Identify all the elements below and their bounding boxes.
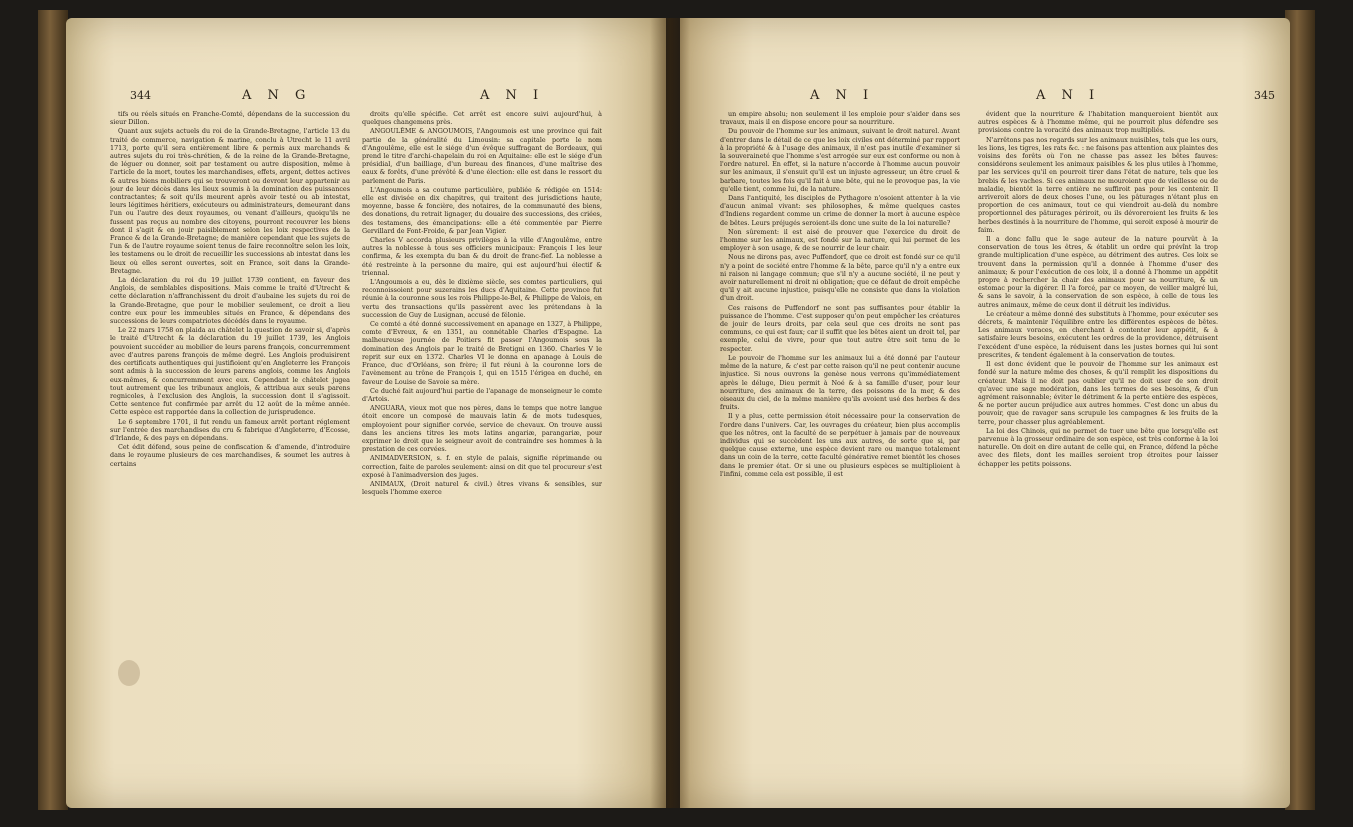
paragraph: ANGUARA, vieux mot que nos pères, dans le temps que notre langue étoit encore un composé de mauvais latin & de mots tudesques, employoient pour signifier corvée, service de chevaux. On trouve aussi dans les anciens titres les mots latins angariæ, parangariæ, pour exprimer le droit que le seigneur avoit de contraindre ses hommes à la prestation de ces corvées.: [362, 404, 602, 454]
book-edge-left: [38, 10, 68, 810]
paragraph: un empire absolu; non seulement il les emploie pour s'aider dans ses travaux, mais il en dispose encore pour sa nourriture.: [720, 110, 960, 127]
paragraph: Le pouvoir de l'homme sur les animaux lui a été donné par l'auteur même de la nature, & c'est par cette raison qu'il ne peut contenir aucune injustice. Si nous ouvrons la genèse nous verrons qu'immédiatement après le déluge, Dieu permit à Noé & à sa famille d'user, pour leur nourriture, des animaux de la terre, des poissons de la mer, & des oiseaux du ciel, de la même manière qu'ils avoient usé des herbes & des fruits.: [720, 353, 960, 412]
paragraph: L'Angoumois a eu, dès le dixième siècle, ses comtes particuliers, qui reconnoissoient pour suzerains les ducs d'Aquitaine. Cette province fut réunie à la couronne sous les rois Philippe-le-Bel, & Philippe de Valois, en vertu des transactions qu'ils passèrent avec les prétendans à la succession de Guy de Lusignan, accusé de félonie.: [362, 278, 602, 319]
left-page: [66, 18, 666, 808]
right-page: [680, 18, 1290, 808]
paragraph: ANIMAUX, (Droit naturel & civil.) êtres vivans & sensibles, sur lesquels l'homme exerce: [362, 479, 602, 497]
paragraph: Ce comté a été donné successivement en apanage en 1327, à Philippe, comte d'Evreux, & en 1351, au connétable Charles d'Espagne. La malheureuse journée de Poitiers fit passer l'Angoumois sous la domination des Anglois par le traité de Bretigni en 1360. Charles V le reprit sur eux en 1372. Charles VI le donna en apanage à Louis de France, duc d'Orléans, son frère; il fut réuni à la couronne lors de l'avènement au trône de François I, qui en 1515 l'érigea en duché, en faveur de Louise de Savoie sa mère.: [362, 320, 602, 386]
paper-stain: [118, 660, 140, 686]
paragraph: Ces raisons de Puffendorf ne sont pas suffisantes pour établir la puissance de l'homme. C'est supposer qu'on peut empêcher les créatures de jouir de leurs droits, par cela seul que ces droits ne sont pas communs, ce qui est faux; car il suffit que les bêtes aient un droit tel, par exemple, celui de vivre, pour que tout autre être soit tenu de le respecter.: [720, 303, 960, 353]
right-page-column-2: [978, 110, 1218, 469]
running-head-right-1: A N I: [810, 88, 875, 103]
paragraph: Cet édit défend, sous peine de confiscation & d'amende, d'introduire dans le royaume plusieurs de ces marchandises, & soumet les autres à certains: [110, 443, 350, 468]
paragraph: Il est donc évident que le pouvoir de l'homme sur les animaux est fondé sur la nature même des choses, & qu'il remplit les dispositions du créateur. Mais il ne doit pas oublier qu'il ne doit user de son droit qu'avec une sage modération, dans les termes de ses besoins, & d'un agrément raisonnable; éviter le détriment & la perte entière des espèces, & ne porter aucun préjudice aux autres hommes. C'est donc un abus du pouvoir, que de ravager sans scrupule les campagnes & les fruits de la terre, pour chasser plus agréablement.: [978, 360, 1218, 426]
paragraph: Le 22 mars 1758 on plaida au châtelet la question de savoir si, d'après le traité d'Utrecht & la déclaration du 19 juillet 1739, les Anglois pouvoient succéder au mobilier de leurs parens françois, concurremment avec d'autres parens françois de même degré. Les Anglois produisirent des certificats authentiques qui justifioient qu'en Angleterre les François sont admis à la succession de leurs parens anglois, comme les Anglois eux-mêmes, & concurremment avec eux. Cependant le châtelet jugea tout autrement que les tribunaux anglois, & attribua aux seuls parens regnicoles, à l'exclusion des Anglois, la succession dont il s'agissoit. Cette sentence fut confirmée par arrêt du 12 août de la même année. Cette espèce est rapportée dans la collection de jurisprudence.: [110, 326, 350, 417]
page-number-left: 344: [130, 89, 151, 102]
paragraph: Il a donc fallu que le sage auteur de la nature pourvût à la conservation de tous les êtres, & établit un ordre qui prévînt la trop grande multiplication d'une espèce, au détriment des autres. Ces loix se trouvent dans la permission qu'il a donnée à l'homme d'user des animaux; & pour l'exécution de ces loix, il a donné à l'homme un appétit propre à rechercher la chair des animaux pour sa nourriture, & un estomac pour la digérer. Il l'a forcé, par ce moyen, de veiller malgré lui, & sans le savoir, à la conservation de son espèce, à celle de tous les autres animaux, même de ceux dont il détruit les individus.: [978, 235, 1218, 309]
running-head-left-1: A N G: [242, 88, 312, 103]
right-page-column-1: [720, 110, 960, 479]
paragraph: La loi des Chinois, qui ne permet de tuer une bête que lorsqu'elle est parvenue à la grosseur ordinaire de son espèce, est très conforme à la loi naturelle. On doit en dire autant de celle qui, en France, défend la pêche avec des filets, dont les mailles seroient trop étroites pour laisser échapper les petits poissons.: [978, 426, 1218, 468]
paragraph: Ce duché fait aujourd'hui partie de l'apanage de monseigneur le comte d'Artois.: [362, 386, 602, 403]
paragraph: ANIMADVERSION, s. f. en style de palais, signifie réprimande ou correction, faite de paroles seulement: ainsi on dit que tel procureur s'est exposé à l'animadversion des juges.: [362, 454, 602, 479]
paragraph: L'Angoumois a sa coutume particulière, publiée & rédigée en 1514: elle est divisée en dix chapitres, qui traitent des jurisdictions haute, moyenne, basse & foncière, des notaires, de la communauté des biens, des donations, du retrait lignager, du douaire des successions, des criées, des testamens, des émancipations: elle a été commentée par Pierre Gervillard de Font-Froide, & par Jean Vigier.: [362, 185, 602, 235]
paragraph: Dans l'antiquité, les disciples de Pythagore n'osoient attenter à la vie d'aucun animal vivant: ses philosophes, & même quelques castes d'Indiens regardent comme un crime de donner la mort à aucune espèce de bêtes. Leurs préjugés seroient-ils donc une suite de la loi naturelle?: [720, 194, 960, 227]
paragraph: ANGOULÊME & ANGOUMOIS, l'Angoumois est une province qui fait partie de la généralité du Limousin: sa capitale porte le nom d'Angoulême, elle est le siége d'un évêque suffragant de Bordeaux, qui prend le titre d'archi-chapelain du roi en Aquitaine: elle est le siége d'un présidial, d'un bailliage, d'un bureau des finances, d'une maîtrise des eaux & forêts, d'une prévôté & d'une élection: elle est dans le ressort du parlement de Paris.: [362, 127, 602, 185]
running-head-left-2: A N I: [480, 88, 545, 103]
paragraph: évident que la nourriture & l'habitation manqueroient bientôt aux autres espèces & à l'homme même, qui ne pourroit plus défendre ses provisions contre la voracité des animaux trop multipliés.: [978, 110, 1218, 135]
paragraph: La déclaration du roi du 19 juillet 1739 contient, en faveur des Anglois, de semblables dispositions. Mais comme le traité d'Utrecht & cette déclaration n'affranchissent du droit d'aubaine les sujets du roi de la Grande-Bretagne, que pour le mobilier seulement, ce droit a lieu contre eux pour les immeubles situés en France, & dépendans des successions de leurs compatriotes décédés dans le royaume.: [110, 276, 350, 326]
paragraph: N'arrêtons pas nos regards sur les animaux nuisibles, tels que les ours, les lions, les tigres, les rats &c. : ne faisons pas attention aux plaintes des voisins des forêts où l'on ne chasse pas assez les bêtes fauves: considérons seulement les animaux paisibles & les plus utiles à l'homme, par les services qu'il en pourroit tirer dans l'état de nature, tels que les brebis & les vaches. Si ces animaux ne mouroient que de vieillesse ou de maladie, bientôt la terre entière ne suffiroit pas pour les contenir. Il arriveroit alors de deux choses l'une, ou les pâturages n'étant plus en proportion de ces animaux, tout ce qui viendroit au-delà du nombre proportionnel des pâturages périroit, ou ils dévoreroient les fruits & les herbes destinés à la nourriture de l'homme, qui seroit exposé à mourir de faim.: [978, 135, 1218, 234]
page-number-right: 345: [1254, 89, 1275, 102]
paragraph: Charles V accorda plusieurs privilèges à la ville d'Angoulême, entre autres la noblesse à tous ses officiers municipaux: François I les leur confirma, & les exempta du ban & du droit de franc-fief. La noblesse a été restreinte à la personne du maire, qui est aujourd'hui électif & triennal.: [362, 236, 602, 277]
paragraph: Non sûrement: il est aisé de prouver que l'exercice du droit de l'homme sur les animaux, est fondé sur la nature, qui lui permet de les employer à son usage, & de se nourrir de leur chair.: [720, 227, 960, 253]
paragraph: droits qu'elle spécifie. Cet arrêt est encore suivi aujourd'hui, à quelques changemens près.: [362, 110, 602, 127]
paragraph: Le créateur a même donné des substituts à l'homme, pour exécuter ses décrets, & maintenir l'équilibre entre les différentes espèces de bêtes. Les animaux voraces, en cherchant à contenter leur appétit, & à satisfaire leurs besoins, exécutent les ordres de la providence, détruisent l'excédent d'une espèce, la réduisent dans les justes bornes qui lui sont prescrites, & tendent également à la conservation de toutes.: [978, 309, 1218, 359]
left-page-column-2: [362, 110, 602, 497]
left-page-column-1: [110, 110, 350, 469]
paragraph: Il y a plus, cette permission étoit nécessaire pour la conservation de l'ordre dans l'univers. Car, les ouvrages du créateur, bien plus accomplis que les nôtres, ont la faculté de se perpétuer à jamais par de nouveaux individus qui se succèdent les uns aux autres, de sorte que si, par quelque cause externe, une espèce devient rare ou manque totalement dans un coin de la terre, cette faculté générative remet bientôt les choses dans le premier état. Or si une ou plusieurs espèces se multiplioient à l'infini, comme cela est possible, il est: [720, 412, 960, 478]
running-head-right-2: A N I: [1036, 88, 1101, 103]
paragraph: Le 6 septembre 1701, il fut rendu un fameux arrêt portant réglement sur l'entrée des marchandises du cru & fabrique d'Angleterre, d'Ecosse, d'Irlande, & des pays en dépendans.: [110, 417, 350, 442]
paragraph: tifs ou réels situés en Franche-Comté, dépendans de la succession du sieur Dillon.: [110, 110, 350, 127]
paragraph: Nous ne dirons pas, avec Puffendorf, que ce droit est fondé sur ce qu'il n'y a point de société entre l'homme & la bête, parce qu'il n'y a entre eux ni raison ni langage commun; que s'il n'y a aucune société, il ne peut y avoir naturellement ni droit ni obligation; que ce défaut de droit empêche qu'il y ait aucune injustice, puisqu'elle ne consiste que dans la violation d'un droit.: [720, 253, 960, 303]
paragraph: Du pouvoir de l'homme sur les animaux, suivant le droit naturel. Avant d'entrer dans le détail de ce que les loix civiles ont déterminé par rapport à la propriété & à l'usage des animaux, il n'est pas inutile d'examiner si la souveraineté que l'homme s'est arrogée sur eux est conforme ou non à l'ordre naturel. En effet, si la nature n'accorde à l'homme aucun pouvoir sur les animaux, il s'ensuit qu'il est un injuste agresseur, un être cruel & barbare, toutes les fois qu'il fait à une bête, qui ne le provoque pas, la vie qu'elle tient, comme lui, de la nature.: [720, 127, 960, 193]
paragraph: Quant aux sujets actuels du roi de la Grande-Bretagne, l'article 13 du traité de commerce, navigation & marine, conclu à Utrecht le 11 avril 1713, porte qu'il sera entièrement libre & permis aux marchands & autres sujets du roi très-chrétien, & de la reine de la Grande-Bretagne, de léguer ou donner, soit par testament ou autre disposition, même à l'article de la mort, toutes les marchandises, effets, argent, dettes actives & autres biens mobiliers qui se trouveront ou devront leur appartenir au jour de leur décès dans les lieux soumis à la domination des puissances contractantes; & soit qu'ils meurent après avoir testé ou ab intestat, leurs légitimes héritiers, exécuteurs ou administrateurs, demeurant dans l'un ou l'autre des deux royaumes, ou venant d'ailleurs, quoiqu'ils ne fussent pas reçus au nombre des citoyens, pourront recouvrer les biens dont il s'agit & en jouir paisiblement selon les loix respectives de la France & de la Grande-Bretagne; de manière cependant que les sujets de l'un & de l'autre royaume soient tenus de faire reconnoître selon les loix, les testamens ou le droit de recueillir les successions ab intestat dans les lieux où elles seront ouvertes, soit en France, soit dans la Grande-Bretagne.: [110, 127, 350, 275]
book-gutter: [650, 18, 690, 808]
